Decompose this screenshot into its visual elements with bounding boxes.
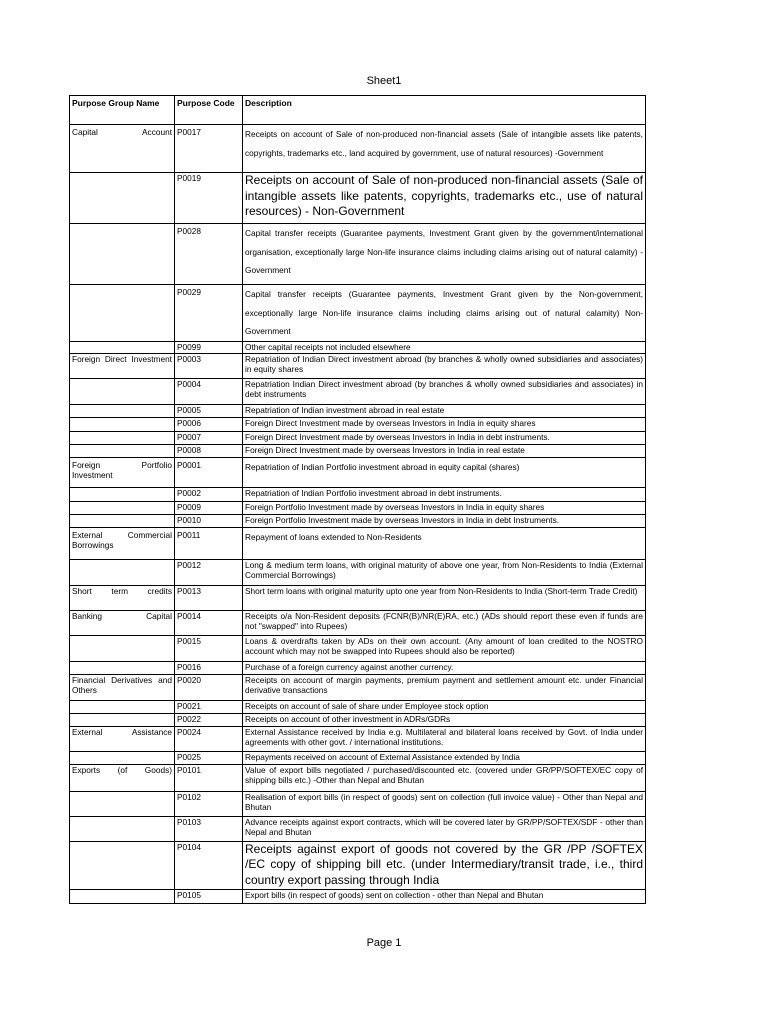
table-row bbox=[70, 635, 646, 661]
description-cell: Other capital receipts not included elsewhere bbox=[243, 341, 646, 353]
code-cell: P0015 bbox=[175, 635, 243, 661]
code-cell: P0021 bbox=[175, 700, 243, 713]
table-row bbox=[70, 700, 646, 713]
group-cell bbox=[70, 341, 175, 353]
code-cell: P0099 bbox=[175, 341, 243, 353]
code-cell: P0017 bbox=[175, 125, 243, 173]
description-cell: Receipts on account of Sale of non-produced non-financial assets (Sale of intangible assets like patents, copyrights, trademarks etc., use of natural resources) - Non-Government bbox=[243, 173, 646, 224]
code-cell: P0101 bbox=[175, 764, 243, 791]
description-cell: Foreign Portfolio Investment made by overseas Investors in India in equity shares bbox=[243, 501, 646, 514]
code-cell: P0006 bbox=[175, 417, 243, 431]
code-cell: P0024 bbox=[175, 726, 243, 751]
group-cell: Exports (of Goods) bbox=[70, 764, 175, 791]
description-cell: Long & medium term loans, with original maturity of above one year, from Non-Residents to India (External Commercial Borrowings) bbox=[243, 559, 646, 585]
description-cell: Loans & overdrafts taken by ADs on their own account. (Any amount of loan credited to the NOSTRO account which may not be swapped into Rupees should also be reported) bbox=[243, 635, 646, 661]
description-cell: Realisation of export bills (in respect of goods) sent on collection (full invoice value) - Other than Nepal and Bhutan bbox=[243, 791, 646, 816]
sheet-title: Sheet1 bbox=[366, 75, 402, 87]
code-cell: P0013 bbox=[175, 585, 243, 610]
purpose-code-table bbox=[69, 95, 646, 904]
description-cell: Repatriation of Indian Portfolio investment abroad in debt instruments. bbox=[243, 487, 646, 501]
description-cell: Receipts on account of other investment in ADRs/GDRs bbox=[243, 713, 646, 726]
group-cell bbox=[70, 514, 175, 527]
table-row bbox=[70, 125, 646, 173]
table-row bbox=[70, 404, 646, 417]
table-row bbox=[70, 224, 646, 285]
description-cell: Foreign Direct Investment made by overseas Investors in India in real estate bbox=[243, 444, 646, 457]
group-cell bbox=[70, 635, 175, 661]
table-row bbox=[70, 585, 646, 610]
description-cell: Advance receipts against export contracts, which will be covered later by GR/PP/SOFTEX/SDF - other than Nepal and Bhutan bbox=[243, 816, 646, 841]
description-cell: Capital transfer receipts (Guarantee payments, Investment Grant given by the government/international organisation, exceptionally large Non-life insurance claims including claims arising out of natural calamity) - Government bbox=[243, 224, 646, 285]
table-row bbox=[70, 285, 646, 342]
table-row bbox=[70, 751, 646, 764]
table-row bbox=[70, 514, 646, 527]
description-cell: Foreign Direct Investment made by overseas Investors in India in debt instruments. bbox=[243, 431, 646, 444]
group-cell bbox=[70, 417, 175, 431]
table-row bbox=[70, 816, 646, 841]
description-cell: Value of export bills negotiated / purchased/discounted etc. (covered under GR/PP/SOFTEX/EC copy of shipping bills etc.) -Other than Nepal and Bhutan bbox=[243, 764, 646, 791]
table-row bbox=[70, 559, 646, 585]
code-cell: P0020 bbox=[175, 674, 243, 700]
table-row bbox=[70, 173, 646, 224]
table-row bbox=[70, 841, 646, 889]
group-cell bbox=[70, 700, 175, 713]
group-cell bbox=[70, 751, 175, 764]
code-cell: P0008 bbox=[175, 444, 243, 457]
description-cell: Receipts o/a Non-Resident deposits (FCNR(B)/NR(E)RA, etc.) (ADs should report these even if funds are not "swapped" into Rupees) bbox=[243, 610, 646, 635]
group-cell bbox=[70, 713, 175, 726]
code-cell: P0104 bbox=[175, 841, 243, 889]
description-cell: Repatriation Indian Direct investment abroad (by branches & wholly owned subsidiaries and associates) in debt instruments bbox=[243, 378, 646, 404]
table-row bbox=[70, 791, 646, 816]
group-cell: Banking Capital bbox=[70, 610, 175, 635]
code-cell: P0029 bbox=[175, 285, 243, 342]
table-row bbox=[70, 674, 646, 700]
description-cell: Export bills (in respect of goods) sent on collection - other than Nepal and Bhutan bbox=[243, 889, 646, 903]
code-cell: P0105 bbox=[175, 889, 243, 903]
description-cell: Capital transfer receipts (Guarantee payments, Investment Grant given by the Non-government, exceptionally large Non-life insurance claims including claims arising out of natural calamity) Non-Government bbox=[243, 285, 646, 342]
header-purpose-code: Purpose Code bbox=[175, 96, 243, 125]
description-cell: Short term loans with original maturity upto one year from Non-Residents to India (Short-term Trade Credit) bbox=[243, 585, 646, 610]
code-cell: P0010 bbox=[175, 514, 243, 527]
group-cell bbox=[70, 487, 175, 501]
code-cell: P0016 bbox=[175, 661, 243, 674]
page-number: Page 1 bbox=[366, 937, 402, 949]
group-cell bbox=[70, 501, 175, 514]
code-cell: P0019 bbox=[175, 173, 243, 224]
description-cell: Purchase of a foreign currency against another currency. bbox=[243, 661, 646, 674]
code-cell: P0014 bbox=[175, 610, 243, 635]
group-cell bbox=[70, 841, 175, 889]
group-cell: Capital Account bbox=[70, 125, 175, 173]
description-cell: Repayment of loans extended to Non-Residents bbox=[243, 527, 646, 559]
code-cell: P0102 bbox=[175, 791, 243, 816]
code-cell: P0003 bbox=[175, 353, 243, 378]
code-cell: P0001 bbox=[175, 457, 243, 487]
group-cell bbox=[70, 559, 175, 585]
table-row bbox=[70, 341, 646, 353]
group-cell bbox=[70, 661, 175, 674]
table-row bbox=[70, 726, 646, 751]
table-row bbox=[70, 501, 646, 514]
group-cell bbox=[70, 378, 175, 404]
table-row bbox=[70, 889, 646, 903]
group-cell bbox=[70, 444, 175, 457]
table-row bbox=[70, 457, 646, 487]
table-row bbox=[70, 661, 646, 674]
header-row bbox=[70, 96, 646, 125]
code-cell: P0022 bbox=[175, 713, 243, 726]
group-cell: Short term credits bbox=[70, 585, 175, 610]
description-cell: Repatriation of Indian investment abroad in real estate bbox=[243, 404, 646, 417]
table-row bbox=[70, 713, 646, 726]
table-row bbox=[70, 378, 646, 404]
description-cell: Receipts on account of sale of share under Employee stock option bbox=[243, 700, 646, 713]
group-cell bbox=[70, 889, 175, 903]
group-cell bbox=[70, 791, 175, 816]
description-cell: Receipts against export of goods not covered by the GR /PP /SOFTEX /EC copy of shipping bill etc. (under Intermediary/transit trade, i.e., third country export passing through India bbox=[243, 841, 646, 889]
table-row bbox=[70, 417, 646, 431]
code-cell: P0002 bbox=[175, 487, 243, 501]
group-cell bbox=[70, 404, 175, 417]
code-cell: P0011 bbox=[175, 527, 243, 559]
table-row bbox=[70, 527, 646, 559]
description-cell: Foreign Direct Investment made by overseas Investors in India in equity shares bbox=[243, 417, 646, 431]
group-cell bbox=[70, 224, 175, 285]
code-cell: P0004 bbox=[175, 378, 243, 404]
description-cell: Receipts on account of Sale of non-produced non-financial assets (Sale of intangible assets like patents, copyrights, trademarks etc., land acquired by government, use of natural resources) -Government bbox=[243, 125, 646, 173]
description-cell: Repatriation of Indian Direct investment abroad (by branches & wholly owned subsidiaries and associates) in equity shares bbox=[243, 353, 646, 378]
description-cell: Foreign Portfolio Investment made by overseas Investors in India in debt Instruments. bbox=[243, 514, 646, 527]
code-cell: P0012 bbox=[175, 559, 243, 585]
table-body bbox=[70, 125, 646, 904]
group-cell: External Assistance bbox=[70, 726, 175, 751]
table-row bbox=[70, 487, 646, 501]
group-cell bbox=[70, 285, 175, 342]
description-cell: Repayments received on account of External Assistance extended by India bbox=[243, 751, 646, 764]
code-cell: P0007 bbox=[175, 431, 243, 444]
code-cell: P0005 bbox=[175, 404, 243, 417]
group-cell: Foreign Portfolio Investment bbox=[70, 457, 175, 487]
group-cell bbox=[70, 431, 175, 444]
header-description: Description bbox=[243, 96, 646, 125]
group-cell: External Commercial Borrowings bbox=[70, 527, 175, 559]
table-row bbox=[70, 764, 646, 791]
description-cell: External Assistance received by India e.g. Multilateral and bilateral loans received by Govt. of India under agreements with other govt. / international institutions. bbox=[243, 726, 646, 751]
description-cell: Repatriation of Indian Portfolio investment abroad in equity capital (shares) bbox=[243, 457, 646, 487]
table-row bbox=[70, 353, 646, 378]
code-cell: P0028 bbox=[175, 224, 243, 285]
group-cell bbox=[70, 173, 175, 224]
table-row bbox=[70, 431, 646, 444]
group-cell: Financial Derivatives and Others bbox=[70, 674, 175, 700]
table-row bbox=[70, 610, 646, 635]
code-cell: P0025 bbox=[175, 751, 243, 764]
group-cell bbox=[70, 816, 175, 841]
table-row bbox=[70, 444, 646, 457]
description-cell: Receipts on account of margin payments, premium payment and settlement amount etc. under Financial derivative transactions bbox=[243, 674, 646, 700]
code-cell: P0103 bbox=[175, 816, 243, 841]
code-cell: P0009 bbox=[175, 501, 243, 514]
group-cell: Foreign Direct Investment bbox=[70, 353, 175, 378]
header-purpose-group-name: Purpose Group Name bbox=[70, 96, 175, 125]
